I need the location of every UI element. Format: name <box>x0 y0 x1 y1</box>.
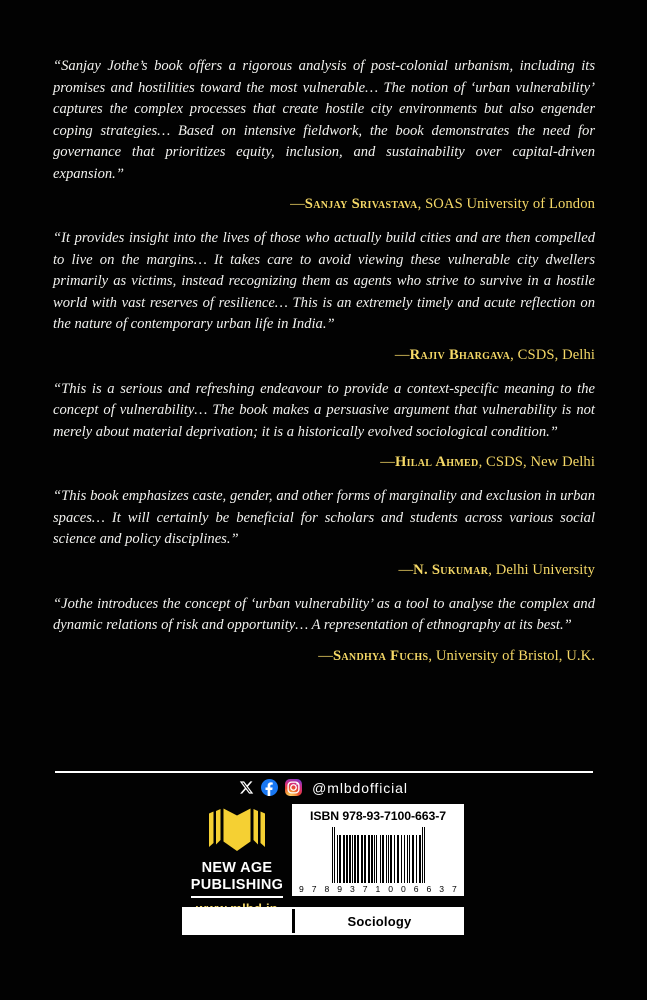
attribution-affiliation: , CSDS, New Delhi <box>478 454 595 470</box>
blurb-attribution <box>53 194 595 214</box>
attribution-name: Rajiv Bhargava <box>409 346 511 363</box>
blurb-item <box>53 56 595 214</box>
barcode-digit: 0 <box>388 884 394 894</box>
attribution-dash: — <box>318 647 333 664</box>
instagram-icon[interactable] <box>285 779 302 796</box>
blurb-attribution <box>53 345 595 365</box>
attribution-affiliation: , SOAS University of London <box>417 196 595 212</box>
social-row <box>0 779 647 796</box>
publisher-barcode-row <box>182 804 464 903</box>
bottom-block <box>182 804 464 935</box>
publisher-name-line1: NEW AGE <box>201 860 273 876</box>
barcode-digit: 8 <box>324 884 330 894</box>
barcode-digit: 0 <box>401 884 406 894</box>
barcode-digit: 9 <box>299 884 304 894</box>
blurb-attribution <box>53 560 595 580</box>
attribution-name: Hilal Ahmed <box>394 454 479 470</box>
attribution-dash: — <box>394 346 410 363</box>
barcode-panel <box>292 804 464 896</box>
attribution-dash: — <box>398 561 414 578</box>
blurb-item <box>53 486 595 580</box>
isbn-label: ISBN 978-93-7100-663-7 <box>310 809 446 823</box>
blurb-item <box>53 379 595 473</box>
blurb-text: “It provides insight into the lives of those who actually build cities and are then compelled to live on the margins… It takes care to avoid viewing these vulnerable city dwellers primarily as victims, instead recognizing them as agents who strive to survive in a hostile world with vast reserves of resilience… This is an extremely timely and acute reflection on the nature of contemporary urban life in India.” <box>53 230 595 332</box>
subject-bar-left <box>182 907 292 935</box>
blurb-text: “Jothe introduces the concept of ‘urban vulnerability’ as a tool to analyse the complex and dynamic relations of risk and opportunity… A representation of ethnography at its best.” <box>53 595 595 633</box>
x-twitter-icon[interactable] <box>239 780 254 795</box>
publisher-name-line2: PUBLISHING <box>190 876 284 893</box>
attribution-name: Sanjay Srivastava <box>304 196 418 212</box>
blurb-item <box>53 228 595 365</box>
subject-bar <box>182 907 464 935</box>
attribution-affiliation: , University of Bristol, U.K. <box>428 647 595 664</box>
open-book-icon <box>204 806 270 857</box>
barcode-digit: 7 <box>452 884 457 894</box>
attribution-dash: — <box>380 454 395 470</box>
publisher-divider <box>191 896 283 898</box>
blurb-list <box>53 56 595 680</box>
barcode-digit: 7 <box>311 884 317 894</box>
barcode-digit: 3 <box>439 884 445 894</box>
blurb-item <box>53 594 595 666</box>
attribution-affiliation: , CSDS, Delhi <box>510 346 595 363</box>
publisher-block <box>182 804 292 916</box>
attribution-name: N. Sukumar <box>413 561 489 578</box>
barcode-digit: 7 <box>362 884 368 894</box>
horizontal-divider <box>55 771 593 773</box>
social-handle: @mlbdofficial <box>312 779 408 796</box>
blurb-text: “This book emphasizes caste, gender, and other forms of marginality and exclusion in urban spaces… It will certainly be beneficial for scholars and students across various social science and policy disciplines.” <box>53 488 595 547</box>
attribution-name: Sandhya Fuchs <box>332 647 429 664</box>
barcode-digit: 6 <box>426 884 432 894</box>
barcode-digit: 1 <box>375 884 381 894</box>
blurb-attribution <box>53 452 595 472</box>
barcode-bars <box>332 827 425 883</box>
barcode-digit: 3 <box>350 884 355 894</box>
barcode-digits <box>298 884 458 894</box>
blurb-text: “Sanjay Jothe’s book offers a rigorous analysis of post-colonial urbanism, including its promises and hostilities toward the most vulnerable… The notion of ‘urban vulnerability’ captures the complex processes that create hostile city environments but also engender coping strategies… Based on intensive fieldwork, the book demonstrates the need for governance that prioritizes equity, inclusion, and sustainability over capital-driven expansion.” <box>53 58 595 182</box>
barcode-digit: 6 <box>413 884 419 894</box>
barcode-digit: 9 <box>337 884 343 894</box>
publisher-name <box>191 860 283 893</box>
subject-label: Sociology <box>347 913 412 929</box>
blurb-attribution <box>53 646 595 666</box>
attribution-affiliation: , Delhi University <box>488 561 595 578</box>
attribution-dash: — <box>290 196 305 212</box>
facebook-icon[interactable] <box>261 779 278 796</box>
blurb-text: “This is a serious and refreshing endeavour to provide a context-specific meaning to the concept of vulnerability… The book makes a persuasive argument that vulnerability is not merely about material deprivation; it is a historically evolved sociological condition.” <box>53 380 595 440</box>
